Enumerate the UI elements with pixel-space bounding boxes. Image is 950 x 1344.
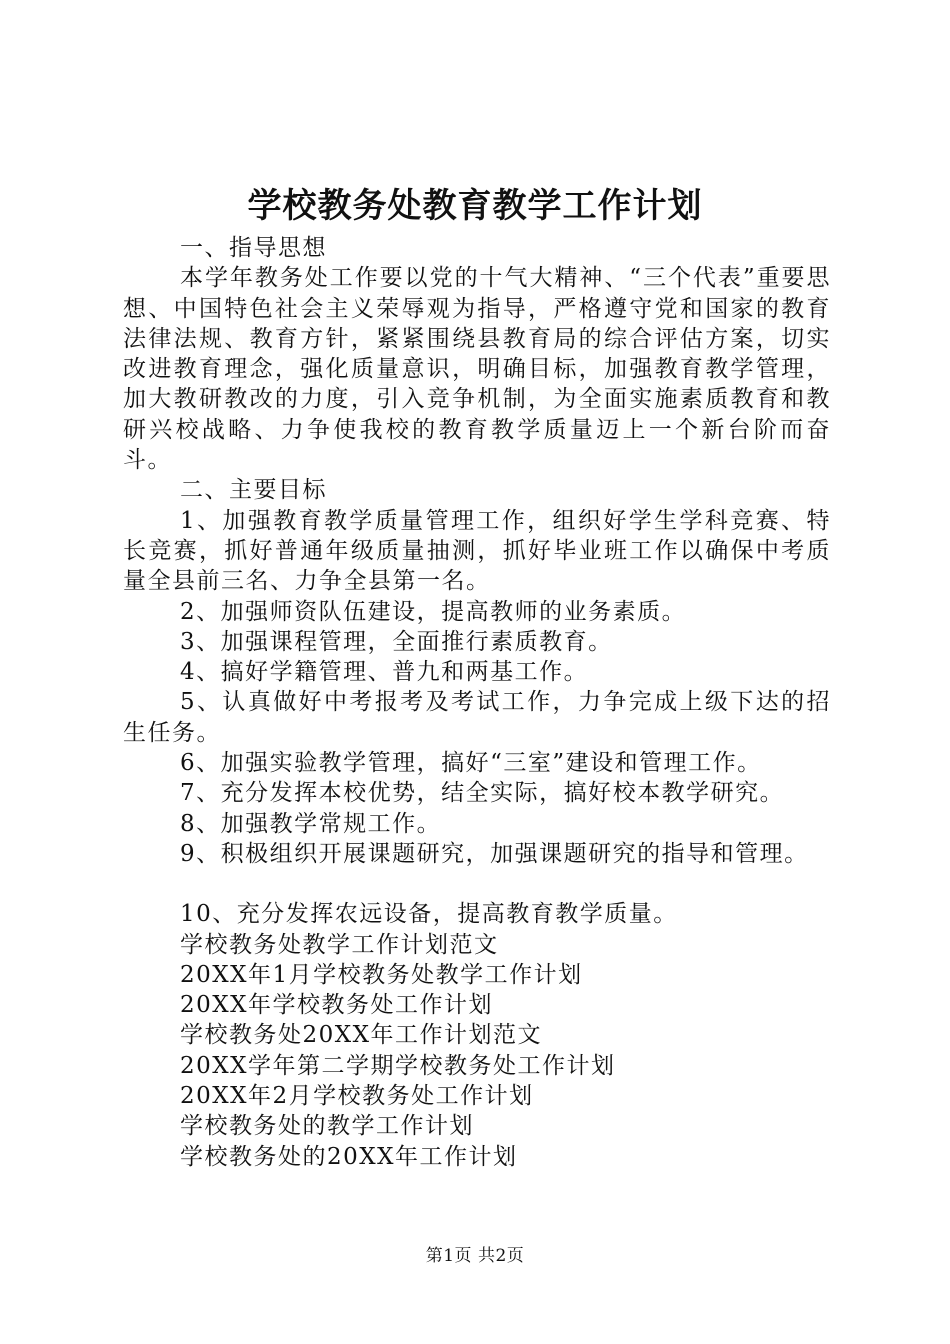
- related-link[interactable]: 学校教务处教学工作计划范文: [180, 931, 499, 958]
- related-link[interactable]: 学校教务处20XX年工作计划范文: [180, 1022, 543, 1049]
- document-body: [123, 233, 831, 1172]
- related-link[interactable]: 学校教务处的教学工作计划: [180, 1113, 474, 1140]
- related-link[interactable]: 学校教务处的20XX年工作计划: [180, 1143, 518, 1170]
- goal-item-10: 10、充分发挥农远设备，提高教育教学质量。: [180, 901, 678, 928]
- paragraph-guiding-ideology: 本学年教务处工作要以党的十气大精神、“三个代表”重要思想、中国特色社会主义荣辱观为指导，严格遵守党和国家的教育法律法规、教育方针，紧紧围绕县教育局的综合评估方案，切实改进教育理念，强化质量意识，明确目标，加强教育教学管理，加大教研教改的力度，引入竞争机制，为全面实施素质教育和教研兴校战略、力争使我校的教育教学质量迈上一个新台阶而奋斗。: [123, 265, 831, 474]
- section-heading-main-goals: 二、主要目标: [180, 477, 327, 504]
- goal-item-5: 5、认真做好中考报考及考试工作，力争完成上级下达的招生任务。: [123, 689, 831, 746]
- goal-item-2: 2、加强师资队伍建设，提高教师的业务素质。: [180, 598, 687, 625]
- related-links-list: [123, 930, 831, 1172]
- goal-item-4: 4、搞好学籍管理、普九和两基工作。: [180, 659, 589, 686]
- related-link[interactable]: 20XX学年第二学期学校教务处工作计划: [180, 1052, 616, 1079]
- goal-item-9: 9、积极组织开展课题研究，加强课题研究的指导和管理。: [180, 840, 809, 867]
- goal-item-3: 3、加强课程管理，全面推行素质教育。: [180, 628, 613, 655]
- goal-item-1: 1、加强教育教学质量管理工作，组织好学生学科竞赛、特长竞赛，抓好普通年级质量抽测，抓好毕业班工作以确保中考质量全县前三名、力争全县第一名。: [123, 507, 831, 595]
- goal-item-8: 8、加强教学常规工作。: [180, 810, 442, 837]
- document-title: 学校教务处教育教学工作计划: [247, 186, 703, 226]
- page-footer: 第1页 共2页: [425, 1246, 525, 1266]
- goal-item-6: 6、加强实验教学管理，搞好“三室”建设和管理工作。: [180, 750, 762, 777]
- goal-item-7: 7、充分发挥本校优势，结全实际，搞好校本教学研究。: [180, 780, 785, 807]
- blank-line: [123, 869, 831, 899]
- related-link[interactable]: 20XX年学校教务处工作计划: [180, 992, 494, 1019]
- related-link[interactable]: 20XX年2月学校教务处工作计划: [180, 1083, 534, 1110]
- section-heading-guiding-ideology: 一、指导思想: [180, 235, 327, 261]
- related-link[interactable]: 20XX年1月学校教务处教学工作计划: [180, 961, 583, 988]
